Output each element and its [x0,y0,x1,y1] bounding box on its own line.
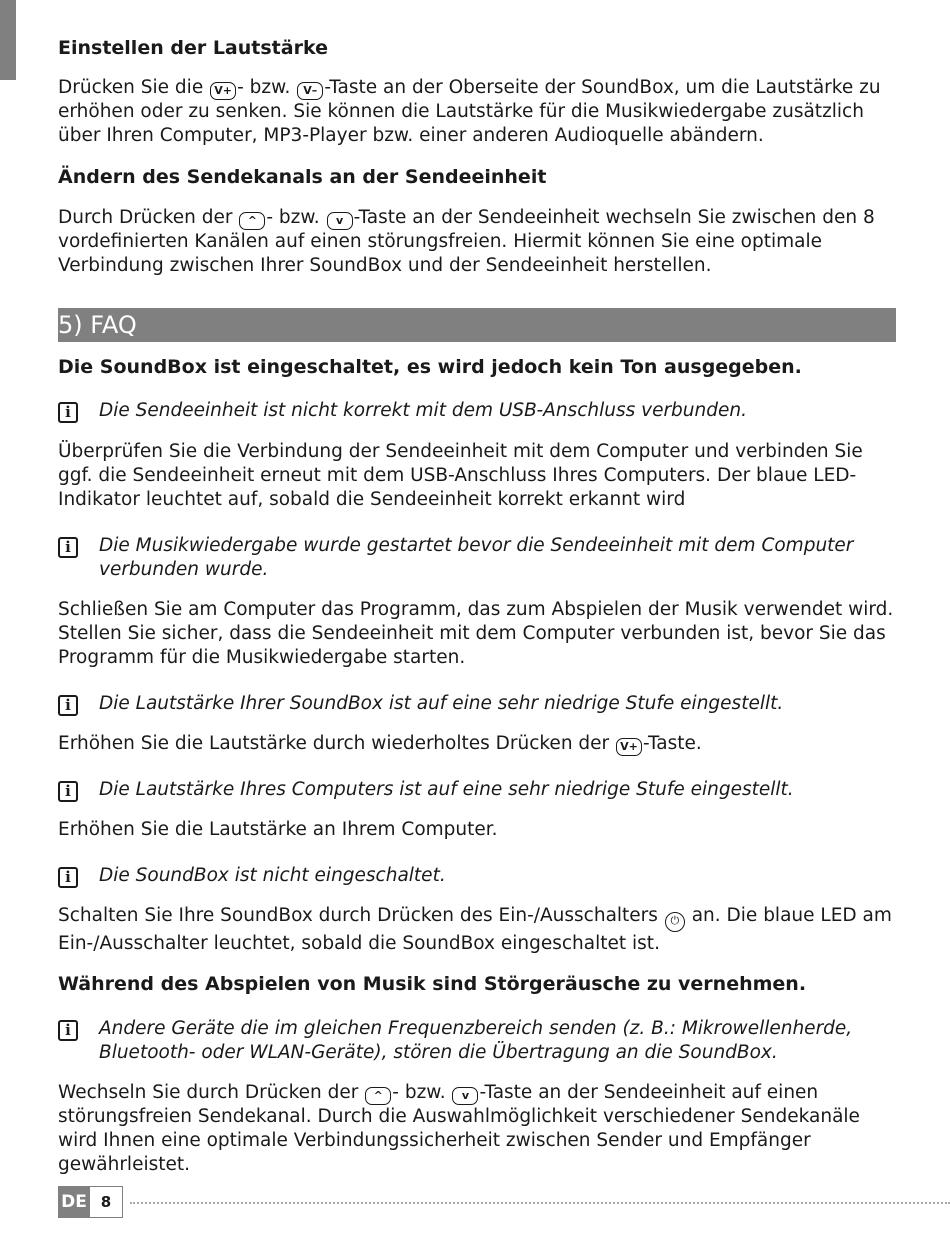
page-content [58,36,896,1177]
text-fragment: Durch Drücken der [58,207,233,228]
info-note [58,864,896,888]
volume-down-key-icon: V– [297,82,323,100]
info-note [58,1017,896,1065]
note-text: Die Lautstärke Ihrer SoundBox ist auf eine sehr niedrige Stufe eingestellt. [99,693,784,714]
footer-dotted-rule [130,1202,950,1204]
info-icon: i [58,781,78,802]
text-fragment: an. Die blaue LED am Ein-/Ausschalter leuchtet, sobald die SoundBox eingeschaltet ist. [58,905,892,954]
info-note [58,534,896,582]
faq-answer: Überprüfen Sie die Verbindung der Sendeeinheit mit dem Computer und verbinden Sie ggf. die Sendeeinheit erneut mit dem USB-Anschluss Ihres Computers. Der blaue LED-Indikator leuchtet auf, sobald die Sendeeinheit korrekt erkannt wird [58,441,863,510]
note-text: Die SoundBox ist nicht eingeschaltet. [99,865,446,886]
text-fragment: Drücken Sie die [58,77,204,98]
info-icon: i [58,537,78,558]
heading-channel: Ändern des Sendekanals an der Sendeeinheit [58,166,547,188]
faq-answer: Erhöhen Sie die Lautstärke an Ihrem Computer. [58,819,498,840]
note-text: Andere Geräte die im gleichen Frequenzbereich senden (z. B.: Mikrowellenherde, Bluetooth- oder WLAN-Geräte), stören die Übertragung an die SoundBox. [99,1018,853,1063]
heading-volume: Einstellen der Lautstärke [58,37,328,59]
info-icon: i [58,402,78,423]
page-number: 8 [90,1186,123,1218]
text-fragment: -Taste an der Sendeeinheit wechseln Sie zwischen den 8 vordefinierten Kanälen auf einen störungsfreien. Hiermit können Sie eine optimale Verbindung zwischen Ihrer SoundBox und der Sendeeinheit herstellen. [58,207,875,276]
section-header-faq [58,308,896,342]
info-icon: i [58,867,78,888]
faq-answer [58,732,896,756]
info-icon: i [58,1020,78,1041]
paragraph-volume [58,76,896,148]
page-footer [58,1186,950,1218]
info-note [58,692,896,716]
faq-question-no-sound: Die SoundBox ist eingeschaltet, es wird jedoch kein Ton ausgegeben. [58,356,802,378]
volume-up-key-icon: V+ [210,82,236,100]
section-title: 5) FAQ [58,311,137,339]
text-fragment: Erhöhen Sie die Lautstärke durch wiederholtes Drücken der [58,733,610,754]
text-fragment: -Taste an der Oberseite der SoundBox, um die Lautstärke zu erhöhen oder zu senken. Sie können die Lautstärke für die Musikwiedergabe zusätzlich über Ihren Computer, MP3-Player bzw. einer anderen Audioquelle abändern. [58,77,881,146]
paragraph-channel [58,206,896,278]
channel-down-key-icon: v [452,1087,478,1105]
channel-down-key-icon: v [327,212,353,230]
language-badge: DE [58,1186,90,1218]
info-icon: i [58,695,78,716]
volume-up-key-icon: V+ [616,738,642,756]
note-text: Die Lautstärke Ihres Computers ist auf eine sehr niedrige Stufe eingestellt. [99,779,794,800]
note-text: Die Musikwiedergabe wurde gestartet bevor die Sendeeinheit mit dem Computer verbunden wurde. [99,535,854,580]
text-fragment: - bzw. [237,77,291,98]
text-fragment: - bzw. [392,1082,446,1103]
info-note [58,778,896,802]
text-fragment: -Taste an der Sendeeinheit auf einen störungsfreien Sendekanal. Durch die Auswahlmöglichkeit verschiedener Sendekanäle wird Ihnen eine optimale Verbindungssicherheit zwischen Sender und Empfänger gewährleistet. [58,1082,860,1175]
faq-answer [58,904,896,956]
info-note [58,399,896,423]
text-fragment: - bzw. [266,207,320,228]
note-text: Die Sendeeinheit ist nicht korrekt mit dem USB-Anschluss verbunden. [99,400,747,421]
channel-up-key-icon: ^ [365,1087,391,1105]
text-fragment: Schalten Sie Ihre SoundBox durch Drücken des Ein-/Ausschalters [58,905,658,926]
channel-up-key-icon: ^ [239,212,265,230]
page-edge-marker [0,0,16,80]
faq-question-noise: Während des Abspielen von Musik sind Störgeräusche zu vernehmen. [58,973,807,995]
faq-answer: Schließen Sie am Computer das Programm, das zum Abspielen der Musik verwendet wird. Stellen Sie sicher, dass die Sendeeinheit mit dem Computer verbunden ist, bevor Sie das Programm für die Musikwiedergabe starten. [58,599,894,668]
text-fragment: Wechseln Sie durch Drücken der [58,1082,359,1103]
faq-answer [58,1081,896,1177]
power-button-icon: ⏻ [665,912,685,932]
text-fragment: -Taste. [643,733,702,754]
